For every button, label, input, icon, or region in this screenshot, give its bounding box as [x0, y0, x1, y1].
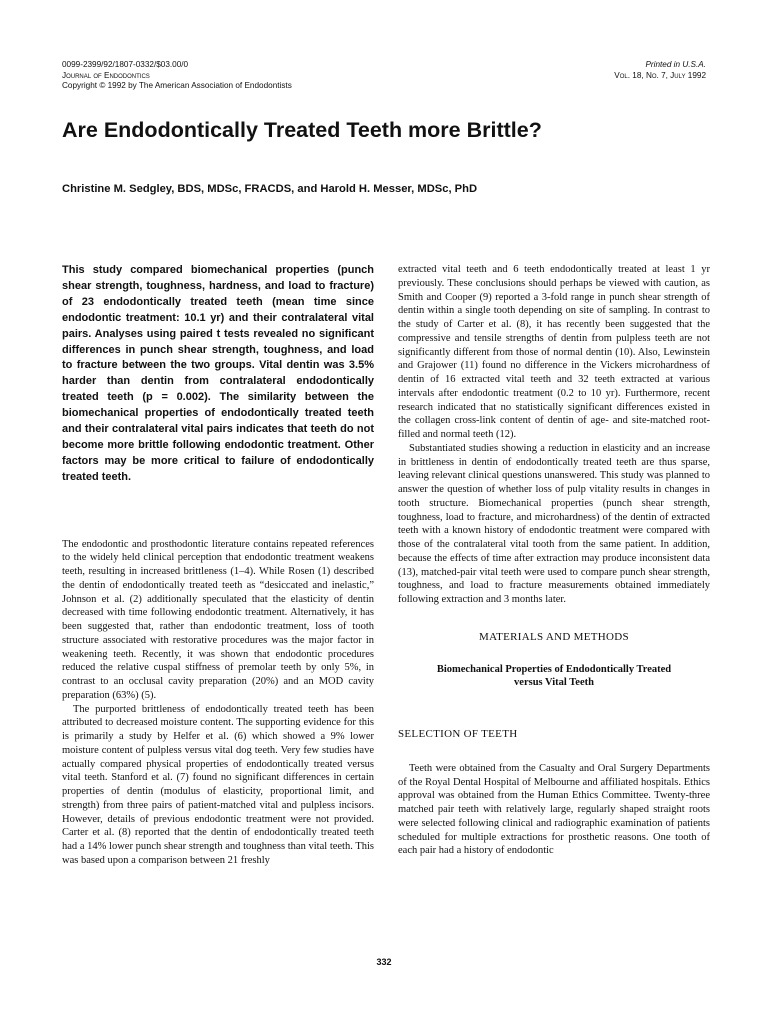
paragraph: Substantiated studies showing a reduction in elasticity and an increase in brittleness in dentin of endodontically treated teeth are thus sparse, leaving relevant clinical questions unanswered. This study was planned to answer the question of whether loss of pulp vitality results in changes in tooth structure. Biomechanical properties (punch shear strength, toughness, load to fracture, and microhardness) of the dentin of extracted teeth with a known history of endodontic treatment were compared with those of the contralateral vital tooth from the same patient. In addition, because the effects of time after extraction may produce inconsistent data (13), matched-pair vital teeth were used to compare punch shear strength, toughness, and load to fracture measurements obtained immediately following extraction and 3 months later. [398, 442, 710, 605]
journal-name: Journal of Endodontics [62, 70, 150, 80]
page-number: 332 [376, 957, 392, 967]
paragraph: The endodontic and prosthodontic literature contains repeated references to the widely held clinical perception that endodontic treatment weakens teeth, resulting in increased brittleness (1–4). While Rosen (1) described the dentin of endodontically treated teeth as “desiccated and inelastic,” Johnson et al. (2) additionally speculated that the elasticity of dentin decreased with time following endodontic treatment. Alternatively, it has been suggested that, rather than endodontic treatment, loss of tooth structure associated with restorative procedures was the major factor in weakening teeth. Recently, it was shown that endodontic procedures reduced the relative cuspal stiffness of premolar teeth by only 5%, in contrast to an occlusal cavity preparation (20%) and an MOD cavity preparation (63%) (5). [62, 538, 374, 701]
selection-text [398, 762, 710, 858]
minor-heading: SELECTION OF TEETH [398, 727, 518, 740]
printed-in: Printed in U.S.A. [645, 60, 706, 69]
introduction-text [62, 538, 374, 868]
journal-code: 0099-2399/92/1807-0332/$03.00/0 [62, 60, 189, 69]
paragraph: Teeth were obtained from the Casualty and Oral Surgery Departments of the Royal Dental Hospital of Melbourne and affiliated hospitals. Ethics approval was obtained from the Human Ethics Committee. Twenty-three matched pair teeth with relatively large, regularly shaped straight roots were selected following clinical and radiographic examination of patients scheduled for multiple extractions for prosthetic reasons. One tooth of each pair had a history of endodontic [398, 762, 710, 857]
left-column [62, 263, 374, 868]
issue-info [614, 60, 706, 81]
introduction-continued [398, 263, 710, 607]
paragraph: The purported brittleness of endodontically treated teeth has been attributed to decreased moisture content. The supporting evidence for this is primarily a study by Helfer et al. (6) which showed a 9% lower moisture content of pulpless versus vital dog teeth. Very few studies have actually compared physical properties of endodontically treated versus vital teeth. Stanford et al. (7) found no significant differences in certain properties of dentin (modulus of elasticity, proportional limit, and strength) from three pairs of patient-matched vital and pulpless incisors. However, details of previous endodontic treatment were not provided. Carter et al. (8) reported that the dentin of endodontically treated teeth had a 14% lower punch shear strength and toughness than vital teeth. This was based upon a comparison between 21 freshly [62, 703, 374, 866]
copyright-line: Copyright © 1992 by The American Association of Endodontists [62, 81, 292, 91]
subsection-heading: Biomechanical Properties of Endodontically Treated versus Vital Teeth [436, 663, 672, 689]
right-column [398, 263, 710, 858]
journal-info [62, 60, 292, 92]
section-heading: MATERIALS AND METHODS [479, 630, 629, 643]
author-line: Christine M. Sedgley, BDS, MDSc, FRACDS, and Harold H. Messer, MDSc, PhD [62, 183, 478, 195]
abstract: This study compared biomechanical properties (punch shear strength, toughness, hardness, and load to fracture) of 23 endodontically treated teeth (mean time since endodontic treatment: 10.1 yr) and their contralateral vital pairs. Analyses using paired t tests revealed no significant differences in punch shear strength, toughness, and load to fracture between the two groups. Vital dentin was 3.5% harder than dentin from contralateral endodontically treated teeth (p = 0.002). The similarity between the biomechanical properties of endodontically treated teeth and their contralateral vital pairs indicates that teeth do not become more brittle following endodontic treatment. Other factors may be more critical to failure of endodontically treated teeth. [62, 264, 374, 483]
volume-issue: Vol. 18, No. 7, July 1992 [614, 70, 706, 80]
paragraph: extracted vital teeth and 6 teeth endodontically treated at least 1 yr previously. These conclusions should perhaps be viewed with caution, as Smith and Cooper (9) reported a 3-fold range in punch shear strength of dentin within a single tooth depending on site of sampling. In contrast to the study of Carter et al. (8), it has recently been suggested that the compressive and tensile strengths of dentin from pulpless teeth are not significantly different from those of normal dentin (10). Also, Lewinstein and Grajower (11) found no difference in the Vickers microhardness of dentin of 16 extracted vital teeth and 32 teeth extracted at various intervals after endodontic treatment (0.2 to 10 yr). Furthermore, recent research indicated that no statistically significant differences existed in the collagen cross-link content of dentin of age- and site-matched root-filled and normal teeth (12). [398, 264, 710, 440]
article-title: Are Endodontically Treated Teeth more Brittle? [62, 118, 542, 142]
